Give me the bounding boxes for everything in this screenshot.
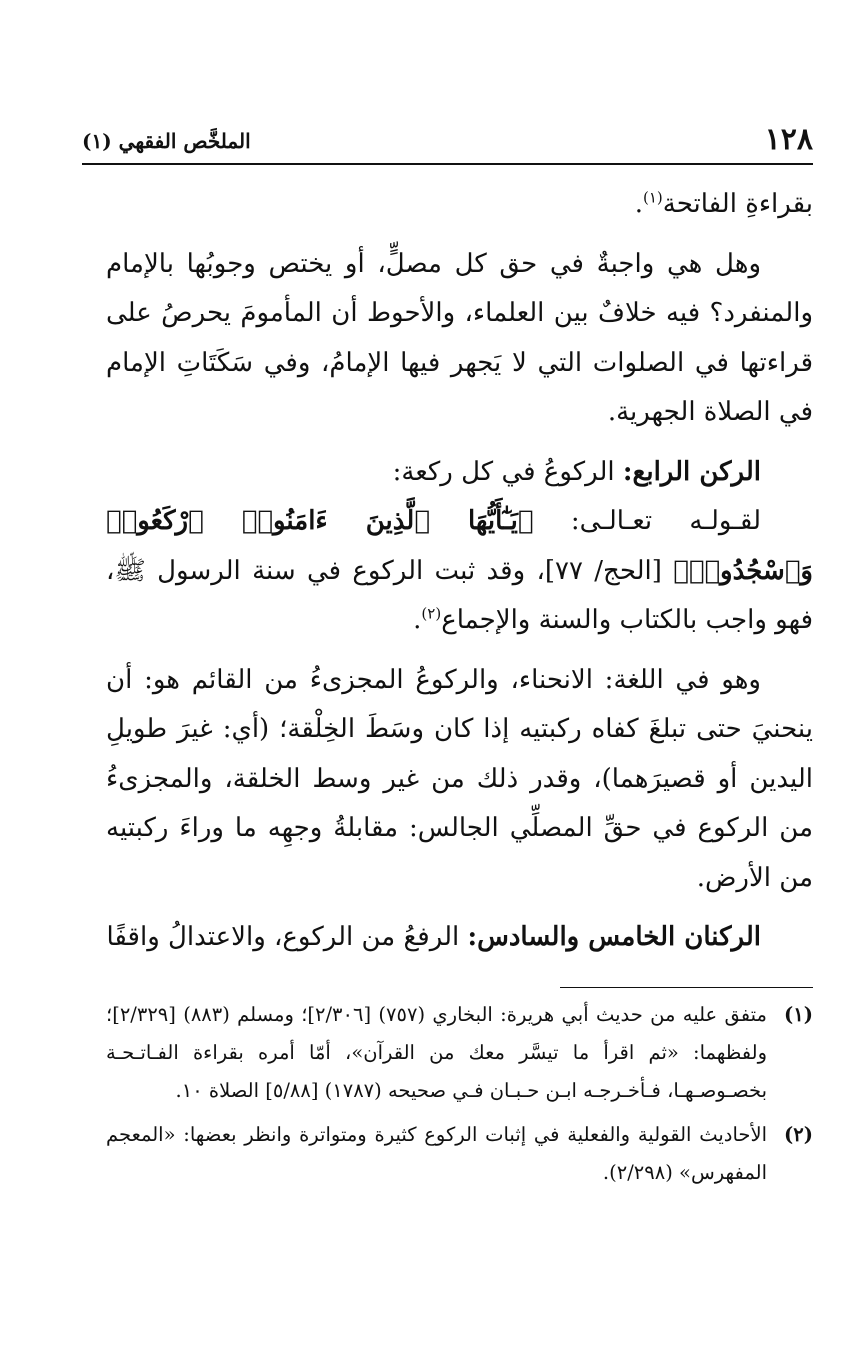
quran-verse: ﴿يَـٰٓأَيُّهَا ٱلَّذِينَ ءَامَنُوا۟ ٱرْكَعُوا۟ وَٱسْجُدُوا۟﴾ xyxy=(106,506,813,586)
paragraph-2: وهل هي واجبةٌ في حق كل مصلٍّ، أو يختص وجوبُها بالإمام والمنفرد؟ فيه خلافٌ بين العلماء، والأحوط أن المأمومَ يحرصُ على قراءتها في الصلوات التي لا يَجهر فيها الإمامُ، وفي سَكَتَاتِ الإمام في الصلاة الجهرية. xyxy=(106,248,813,427)
paragraph-3-text: الركوعُ في كل ركعة: xyxy=(392,456,623,487)
footnote-2-number: (٢) xyxy=(784,1123,813,1146)
footnote-1-text: متفق عليه من حديث أبي هريرة: البخاري (٧٥٧) [٢/٣٠٦]؛ ومسلم (٨٨٣) [٢/٣٢٩]؛ ولفظهما: «ثم اقرأ ما تيسَّر معك من القرآن»، أمّا أمره بقراءة الفـاتـحـة بخصـوصـهـا، فـأخـرجـه ابـن حـبـان فـي صحيحه (١٧٨٧) [٥/٨٨] الصلاة ١٠. xyxy=(106,1003,767,1102)
paragraph-1-end: . xyxy=(634,189,643,219)
paragraph-5: وهو في اللغة: الانحناء، والركوعُ المجزىءُ من القائم هو: أن ينحنيَ حتى تبلغَ كفاه ركبتيه إذا كان وسَطَ الخِلْقة؛ (أي: غيرَ طويلِ اليدين أو قصيرَهما)، وقدر ذلك من غير وسط الخلقة، والمجزىءُ من الركوع في حقِّ المصلِّي الجالس: مقابلةُ وجهِه ما وراءَ ركبتيه من الأرض. xyxy=(106,664,813,893)
paragraph-6-text: الرفعُ من الركوع، والاعتدالُ واقفًا xyxy=(106,922,468,952)
paragraph-6 xyxy=(106,913,813,963)
section-heading-fifth-sixth-pillars: الركنان الخامس والسادس: xyxy=(467,922,761,952)
running-title: الملخَّص الفقهي (١) xyxy=(82,129,251,153)
header-rule xyxy=(82,163,813,165)
paragraph-4 xyxy=(106,497,813,646)
paragraph-1 xyxy=(106,180,813,230)
footnote-ref-1: (١) xyxy=(642,188,663,207)
section-heading-fourth-pillar: الركن الرابع: xyxy=(622,456,761,487)
page-number: ١٢٨ xyxy=(764,122,813,157)
main-text xyxy=(106,180,813,963)
footnote-2 xyxy=(106,1116,813,1192)
paragraph-4-text: [الحج/ ٧٧]، وقد ثبت الركوع في سنة الرسول ﷺ، فهو واجب بالكتاب والسنة والإجماع xyxy=(106,555,813,635)
footnote-1 xyxy=(106,996,813,1110)
paragraph-3 xyxy=(106,448,813,498)
footnotes xyxy=(106,996,813,1192)
footnote-ref-2: (٢) xyxy=(421,604,442,623)
paragraph-4-end: . xyxy=(413,605,422,635)
footnote-2-text: الأحاديث القولية والفعلية في إثبات الركوع كثيرة ومتواترة وانظر بعضها: «المعجم المفهرس» (٢/٢٩٨). xyxy=(106,1123,767,1184)
footnote-1-number: (١) xyxy=(784,1003,813,1026)
paragraph-4-lead: لقـولـه تعـالـى: xyxy=(533,506,762,536)
footnote-rule xyxy=(560,987,813,988)
paragraph-1-text: بقراءةِ الفاتحة xyxy=(662,189,813,219)
page-header xyxy=(82,120,813,160)
